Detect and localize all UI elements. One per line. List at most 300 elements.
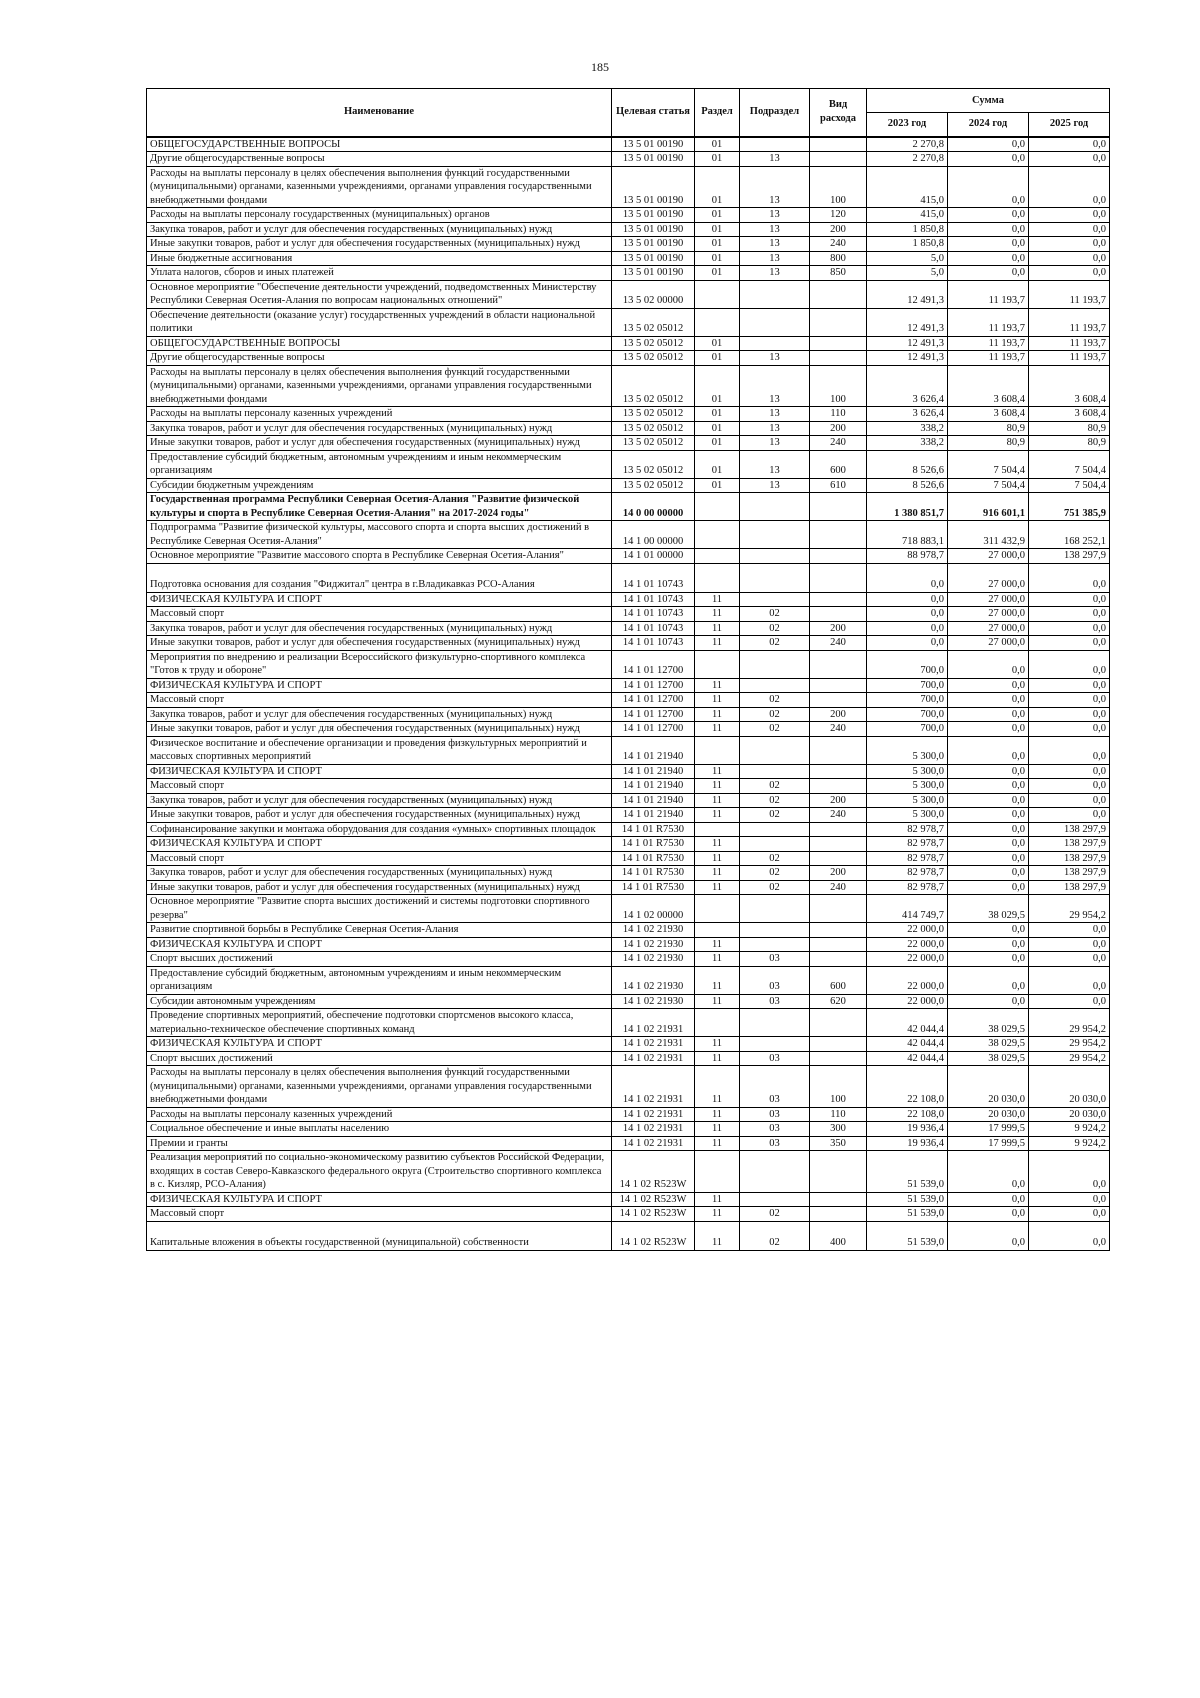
cell-exp-type: 110 <box>810 407 867 422</box>
cell-2024: 0,0 <box>948 266 1029 281</box>
cell-2024: 916 601,1 <box>948 493 1029 521</box>
cell-subsection <box>740 650 810 678</box>
cell-2023: 5,0 <box>867 251 948 266</box>
cell-subsection <box>740 280 810 308</box>
cell-2025: 20 030,0 <box>1029 1066 1110 1108</box>
cell-exp-type: 350 <box>810 1136 867 1151</box>
cell-2023: 12 491,3 <box>867 351 948 366</box>
cell-target: 14 1 01 R7530 <box>612 822 695 837</box>
cell-2024: 11 193,7 <box>948 336 1029 351</box>
cell-exp-type <box>810 549 867 564</box>
cell-2023: 51 539,0 <box>867 1192 948 1207</box>
cell-name: Капитальные вложения в объекты государственной (муниципальной) собственности <box>147 1221 612 1250</box>
cell-exp-type: 240 <box>810 880 867 895</box>
cell-subsection: 02 <box>740 808 810 823</box>
table-row <box>147 764 1110 779</box>
cell-name: Иные закупки товаров, работ и услуг для обеспечения государственных (муниципальных) нужд <box>147 237 612 252</box>
cell-2023: 22 000,0 <box>867 937 948 952</box>
table-row <box>147 493 1110 521</box>
cell-2024: 0,0 <box>948 764 1029 779</box>
cell-target: 14 1 02 R523W <box>612 1221 695 1250</box>
cell-target: 13 5 02 05012 <box>612 351 695 366</box>
cell-2025: 0,0 <box>1029 994 1110 1009</box>
cell-2024: 0,0 <box>948 722 1029 737</box>
cell-subsection: 13 <box>740 407 810 422</box>
cell-exp-type: 120 <box>810 208 867 223</box>
cell-target: 14 1 00 00000 <box>612 521 695 549</box>
cell-2023: 2 270,8 <box>867 152 948 167</box>
cell-target: 14 1 02 21930 <box>612 937 695 952</box>
cell-section: 11 <box>695 851 740 866</box>
cell-exp-type <box>810 592 867 607</box>
cell-subsection: 02 <box>740 851 810 866</box>
cell-subsection: 02 <box>740 793 810 808</box>
header-2024: 2024 год <box>948 113 1029 137</box>
cell-2023: 22 108,0 <box>867 1107 948 1122</box>
cell-2023: 42 044,4 <box>867 1037 948 1052</box>
cell-2023: 22 108,0 <box>867 1066 948 1108</box>
table-body <box>147 137 1110 1251</box>
cell-subsection: 03 <box>740 1107 810 1122</box>
table-row <box>147 1136 1110 1151</box>
cell-section: 01 <box>695 237 740 252</box>
cell-exp-type: 200 <box>810 421 867 436</box>
cell-2024: 0,0 <box>948 793 1029 808</box>
cell-2024: 38 029,5 <box>948 1051 1029 1066</box>
cell-2023: 0,0 <box>867 636 948 651</box>
cell-name: ФИЗИЧЕСКАЯ КУЛЬТУРА И СПОРТ <box>147 678 612 693</box>
cell-section: 11 <box>695 1037 740 1052</box>
cell-target: 13 5 02 05012 <box>612 336 695 351</box>
cell-subsection <box>740 736 810 764</box>
cell-name: Реализация мероприятий по социально-экономическому развитию субъектов Российской Федерации, входящих в состав Северо-Кавказского федерального округа (Строительство спортивного комплекса в с. Кизляр, РСО-Алания) <box>147 1151 612 1193</box>
cell-2024: 0,0 <box>948 208 1029 223</box>
cell-section <box>695 923 740 938</box>
cell-exp-type <box>810 779 867 794</box>
cell-name: Спорт высших достижений <box>147 1051 612 1066</box>
cell-name: Закупка товаров, работ и услуг для обеспечения государственных (муниципальных) нужд <box>147 222 612 237</box>
cell-2023: 22 000,0 <box>867 994 948 1009</box>
cell-target: 14 1 01 00000 <box>612 549 695 564</box>
cell-2023: 42 044,4 <box>867 1051 948 1066</box>
cell-2025: 0,0 <box>1029 266 1110 281</box>
cell-subsection <box>740 937 810 952</box>
cell-2025: 7 504,4 <box>1029 450 1110 478</box>
cell-2024: 38 029,5 <box>948 1009 1029 1037</box>
cell-subsection: 13 <box>740 365 810 407</box>
cell-subsection: 13 <box>740 208 810 223</box>
cell-2025: 0,0 <box>1029 937 1110 952</box>
cell-name: Массовый спорт <box>147 607 612 622</box>
cell-2024: 0,0 <box>948 837 1029 852</box>
cell-2025: 11 193,7 <box>1029 308 1110 336</box>
cell-name: Массовый спорт <box>147 1207 612 1222</box>
cell-2024: 0,0 <box>948 137 1029 152</box>
cell-name: Расходы на выплаты персоналу в целях обеспечения выполнения функций государственными (муниципальными) органами, казенными учреждениями, органами управления государственными внебюджетными фондами <box>147 365 612 407</box>
cell-2025: 0,0 <box>1029 952 1110 967</box>
cell-section <box>695 493 740 521</box>
cell-exp-type <box>810 351 867 366</box>
cell-section: 11 <box>695 693 740 708</box>
cell-exp-type <box>810 521 867 549</box>
cell-target: 13 5 02 05012 <box>612 436 695 451</box>
cell-2024: 0,0 <box>948 779 1029 794</box>
cell-subsection <box>740 336 810 351</box>
cell-exp-type <box>810 1207 867 1222</box>
cell-section: 11 <box>695 808 740 823</box>
cell-exp-type: 240 <box>810 436 867 451</box>
cell-target: 13 5 02 05012 <box>612 365 695 407</box>
cell-2024: 38 029,5 <box>948 1037 1029 1052</box>
cell-name: ФИЗИЧЕСКАЯ КУЛЬТУРА И СПОРТ <box>147 1037 612 1052</box>
cell-target: 14 1 02 R523W <box>612 1151 695 1193</box>
cell-name: ФИЗИЧЕСКАЯ КУЛЬТУРА И СПОРТ <box>147 937 612 952</box>
cell-name: Иные закупки товаров, работ и услуг для обеспечения государственных (муниципальных) нужд <box>147 636 612 651</box>
cell-section: 11 <box>695 866 740 881</box>
cell-target: 14 1 02 21931 <box>612 1037 695 1052</box>
cell-2024: 0,0 <box>948 822 1029 837</box>
cell-subsection: 02 <box>740 693 810 708</box>
cell-2024: 0,0 <box>948 166 1029 208</box>
header-subsection: Подраздел <box>740 89 810 137</box>
cell-exp-type: 600 <box>810 966 867 994</box>
cell-subsection <box>740 137 810 152</box>
cell-exp-type: 800 <box>810 251 867 266</box>
cell-2024: 0,0 <box>948 1207 1029 1222</box>
cell-2024: 0,0 <box>948 1151 1029 1193</box>
cell-2024: 0,0 <box>948 707 1029 722</box>
cell-2024: 80,9 <box>948 421 1029 436</box>
header-2025: 2025 год <box>1029 113 1110 137</box>
cell-2025: 3 608,4 <box>1029 407 1110 422</box>
cell-target: 14 1 02 21931 <box>612 1009 695 1037</box>
table-row <box>147 994 1110 1009</box>
cell-exp-type: 200 <box>810 793 867 808</box>
cell-target: 14 1 02 21930 <box>612 966 695 994</box>
table-row <box>147 952 1110 967</box>
cell-name: Массовый спорт <box>147 851 612 866</box>
cell-name: Физическое воспитание и обеспечение организации и проведения физкультурных мероприятий и массовых спортивных мероприятий <box>147 736 612 764</box>
cell-2025: 11 193,7 <box>1029 280 1110 308</box>
cell-subsection: 13 <box>740 266 810 281</box>
cell-subsection <box>740 678 810 693</box>
cell-subsection: 03 <box>740 1122 810 1137</box>
header-sum: Сумма <box>867 89 1110 113</box>
cell-section: 11 <box>695 678 740 693</box>
cell-target: 14 1 02 21930 <box>612 994 695 1009</box>
cell-name: Социальное обеспечение и иные выплаты населению <box>147 1122 612 1137</box>
cell-2023: 8 526,6 <box>867 478 948 493</box>
cell-2023: 5 300,0 <box>867 808 948 823</box>
cell-2024: 27 000,0 <box>948 549 1029 564</box>
cell-2024: 11 193,7 <box>948 280 1029 308</box>
budget-table <box>146 88 1110 1251</box>
cell-2023: 5 300,0 <box>867 736 948 764</box>
cell-section: 01 <box>695 222 740 237</box>
cell-subsection: 02 <box>740 636 810 651</box>
table-row <box>147 266 1110 281</box>
cell-subsection <box>740 549 810 564</box>
cell-2025: 29 954,2 <box>1029 1009 1110 1037</box>
cell-2024: 0,0 <box>948 866 1029 881</box>
cell-section <box>695 736 740 764</box>
cell-name: ФИЗИЧЕСКАЯ КУЛЬТУРА И СПОРТ <box>147 837 612 852</box>
cell-2025: 0,0 <box>1029 636 1110 651</box>
table-row <box>147 1221 1110 1250</box>
cell-2023: 700,0 <box>867 678 948 693</box>
cell-target: 13 5 01 00190 <box>612 166 695 208</box>
cell-2023: 51 539,0 <box>867 1151 948 1193</box>
table-row <box>147 563 1110 592</box>
cell-2024: 38 029,5 <box>948 895 1029 923</box>
cell-exp-type <box>810 837 867 852</box>
cell-name: Другие общегосударственные вопросы <box>147 152 612 167</box>
header-section: Раздел <box>695 89 740 137</box>
cell-section: 11 <box>695 607 740 622</box>
cell-name: Закупка товаров, работ и услуг для обеспечения государственных (муниципальных) нужд <box>147 621 612 636</box>
cell-exp-type <box>810 1192 867 1207</box>
cell-subsection: 02 <box>740 1221 810 1250</box>
table-row <box>147 152 1110 167</box>
cell-2024: 0,0 <box>948 923 1029 938</box>
cell-subsection: 02 <box>740 866 810 881</box>
cell-2025: 138 297,9 <box>1029 851 1110 866</box>
cell-2025: 0,0 <box>1029 693 1110 708</box>
cell-2025: 0,0 <box>1029 137 1110 152</box>
cell-section: 11 <box>695 937 740 952</box>
cell-target: 14 1 01 10743 <box>612 563 695 592</box>
cell-target: 14 1 01 10743 <box>612 592 695 607</box>
cell-exp-type: 100 <box>810 1066 867 1108</box>
table-row <box>147 208 1110 223</box>
cell-subsection <box>740 923 810 938</box>
cell-2025: 0,0 <box>1029 1192 1110 1207</box>
cell-name: ОБЩЕГОСУДАРСТВЕННЫЕ ВОПРОСЫ <box>147 336 612 351</box>
cell-2025: 0,0 <box>1029 237 1110 252</box>
cell-target: 13 5 02 05012 <box>612 421 695 436</box>
cell-2024: 0,0 <box>948 937 1029 952</box>
cell-section: 11 <box>695 837 740 852</box>
cell-name: Развитие спортивной борьбы в Республике Северная Осетия-Алания <box>147 923 612 938</box>
cell-2023: 82 978,7 <box>867 851 948 866</box>
cell-2024: 3 608,4 <box>948 407 1029 422</box>
cell-subsection: 02 <box>740 880 810 895</box>
cell-name: Уплата налогов, сборов и иных платежей <box>147 266 612 281</box>
cell-2024: 17 999,5 <box>948 1136 1029 1151</box>
cell-name: Предоставление субсидий бюджетным, автономным учреждениям и иным некоммерческим организациям <box>147 966 612 994</box>
cell-2025: 20 030,0 <box>1029 1107 1110 1122</box>
cell-name: Массовый спорт <box>147 693 612 708</box>
table-row <box>147 521 1110 549</box>
cell-name: Расходы на выплаты персоналу казенных учреждений <box>147 1107 612 1122</box>
cell-subsection: 02 <box>740 1207 810 1222</box>
cell-2024: 11 193,7 <box>948 351 1029 366</box>
cell-subsection: 03 <box>740 966 810 994</box>
cell-section: 01 <box>695 365 740 407</box>
cell-name: Субсидии автономным учреждениям <box>147 994 612 1009</box>
cell-target: 13 5 01 00190 <box>612 237 695 252</box>
cell-2024: 0,0 <box>948 1192 1029 1207</box>
cell-section: 11 <box>695 1107 740 1122</box>
cell-exp-type <box>810 493 867 521</box>
cell-2025: 0,0 <box>1029 166 1110 208</box>
cell-2024: 0,0 <box>948 693 1029 708</box>
cell-target: 14 1 01 21940 <box>612 764 695 779</box>
cell-name: Массовый спорт <box>147 779 612 794</box>
cell-2024: 11 193,7 <box>948 308 1029 336</box>
cell-2025: 0,0 <box>1029 779 1110 794</box>
cell-subsection: 13 <box>740 351 810 366</box>
table-row <box>147 937 1110 952</box>
cell-2024: 17 999,5 <box>948 1122 1029 1137</box>
cell-2025: 0,0 <box>1029 251 1110 266</box>
cell-exp-type: 240 <box>810 722 867 737</box>
cell-subsection: 02 <box>740 722 810 737</box>
table-row <box>147 1009 1110 1037</box>
table-row <box>147 450 1110 478</box>
cell-section: 11 <box>695 1051 740 1066</box>
cell-2023: 1 850,8 <box>867 237 948 252</box>
table-row <box>147 549 1110 564</box>
cell-name: Иные закупки товаров, работ и услуг для обеспечения государственных (муниципальных) нужд <box>147 808 612 823</box>
cell-name: Расходы на выплаты персоналу в целях обеспечения выполнения функций государственными (муниципальными) органами, казенными учреждениями, органами управления государственными внебюджетными фондами <box>147 166 612 208</box>
cell-subsection: 13 <box>740 222 810 237</box>
table-row <box>147 923 1110 938</box>
cell-target: 14 1 02 21931 <box>612 1107 695 1122</box>
cell-subsection: 03 <box>740 994 810 1009</box>
cell-section <box>695 822 740 837</box>
table-row <box>147 280 1110 308</box>
header-target: Целевая статья <box>612 89 695 137</box>
cell-name: Расходы на выплаты персоналу государственных (муниципальных) органов <box>147 208 612 223</box>
table-row <box>147 966 1110 994</box>
cell-2023: 51 539,0 <box>867 1221 948 1250</box>
cell-2023: 415,0 <box>867 208 948 223</box>
cell-section <box>695 308 740 336</box>
cell-name: ФИЗИЧЕСКАЯ КУЛЬТУРА И СПОРТ <box>147 1192 612 1207</box>
cell-name: Основное мероприятие "Обеспечение деятельности учреждений, подведомственных Министерству Республики Северная Осетия-Алания по вопросам национальных отношений" <box>147 280 612 308</box>
cell-subsection <box>740 1192 810 1207</box>
table-row <box>147 851 1110 866</box>
cell-2025: 3 608,4 <box>1029 365 1110 407</box>
cell-name: Субсидии бюджетным учреждениям <box>147 478 612 493</box>
cell-target: 14 1 01 10743 <box>612 621 695 636</box>
cell-name: Иные закупки товаров, работ и услуг для обеспечения государственных (муниципальных) нужд <box>147 722 612 737</box>
table-row <box>147 866 1110 881</box>
cell-subsection: 13 <box>740 237 810 252</box>
cell-2025: 0,0 <box>1029 966 1110 994</box>
cell-2023: 5 300,0 <box>867 764 948 779</box>
cell-2023: 1 850,8 <box>867 222 948 237</box>
cell-target: 14 1 02 21931 <box>612 1136 695 1151</box>
cell-2023: 700,0 <box>867 722 948 737</box>
cell-2023: 2 270,8 <box>867 137 948 152</box>
cell-2023: 5,0 <box>867 266 948 281</box>
cell-target: 14 1 01 21940 <box>612 808 695 823</box>
cell-target: 14 1 01 12700 <box>612 722 695 737</box>
cell-2023: 22 000,0 <box>867 966 948 994</box>
table-row <box>147 421 1110 436</box>
cell-2023: 82 978,7 <box>867 866 948 881</box>
cell-2025: 168 252,1 <box>1029 521 1110 549</box>
cell-exp-type: 300 <box>810 1122 867 1137</box>
cell-2023: 3 626,4 <box>867 407 948 422</box>
cell-2024: 27 000,0 <box>948 592 1029 607</box>
cell-exp-type: 110 <box>810 1107 867 1122</box>
cell-exp-type: 100 <box>810 365 867 407</box>
cell-section: 01 <box>695 336 740 351</box>
cell-exp-type: 200 <box>810 621 867 636</box>
cell-subsection <box>740 837 810 852</box>
cell-2023: 12 491,3 <box>867 336 948 351</box>
cell-exp-type: 620 <box>810 994 867 1009</box>
cell-section: 11 <box>695 1136 740 1151</box>
cell-2023: 22 000,0 <box>867 952 948 967</box>
cell-target: 14 1 02 21930 <box>612 923 695 938</box>
cell-exp-type <box>810 308 867 336</box>
cell-target: 13 5 01 00190 <box>612 222 695 237</box>
cell-subsection: 02 <box>740 779 810 794</box>
cell-subsection <box>740 822 810 837</box>
cell-2024: 3 608,4 <box>948 365 1029 407</box>
table-row <box>147 895 1110 923</box>
cell-subsection <box>740 563 810 592</box>
cell-2023: 718 883,1 <box>867 521 948 549</box>
cell-name: Основное мероприятие "Развитие массового спорта в Республике Северная Осетия-Алания" <box>147 549 612 564</box>
cell-exp-type <box>810 952 867 967</box>
table-row <box>147 222 1110 237</box>
cell-section: 01 <box>695 251 740 266</box>
cell-exp-type <box>810 1009 867 1037</box>
cell-section: 11 <box>695 722 740 737</box>
table-row <box>147 1151 1110 1193</box>
cell-target: 14 1 01 10743 <box>612 607 695 622</box>
cell-exp-type <box>810 693 867 708</box>
cell-2024: 0,0 <box>948 678 1029 693</box>
cell-target: 13 5 01 00190 <box>612 208 695 223</box>
table-row <box>147 237 1110 252</box>
cell-subsection: 13 <box>740 152 810 167</box>
cell-2024: 0,0 <box>948 851 1029 866</box>
cell-target: 14 1 02 21930 <box>612 952 695 967</box>
cell-subsection <box>740 895 810 923</box>
cell-2024: 0,0 <box>948 880 1029 895</box>
cell-2024: 27 000,0 <box>948 636 1029 651</box>
cell-exp-type <box>810 563 867 592</box>
cell-2025: 0,0 <box>1029 152 1110 167</box>
cell-name: Премии и гранты <box>147 1136 612 1151</box>
cell-section <box>695 563 740 592</box>
cell-2024: 20 030,0 <box>948 1066 1029 1108</box>
cell-target: 14 1 01 12700 <box>612 650 695 678</box>
cell-target: 13 5 02 05012 <box>612 308 695 336</box>
cell-exp-type <box>810 137 867 152</box>
cell-section <box>695 280 740 308</box>
cell-target: 14 1 02 R523W <box>612 1207 695 1222</box>
cell-subsection <box>740 521 810 549</box>
cell-2023: 51 539,0 <box>867 1207 948 1222</box>
cell-2025: 0,0 <box>1029 607 1110 622</box>
cell-subsection: 03 <box>740 1051 810 1066</box>
cell-target: 14 1 02 21931 <box>612 1051 695 1066</box>
cell-section: 01 <box>695 266 740 281</box>
cell-2025: 80,9 <box>1029 436 1110 451</box>
header-exp-type: Вид расхода <box>810 89 867 137</box>
cell-section <box>695 1151 740 1193</box>
cell-name: Спорт высших достижений <box>147 952 612 967</box>
cell-2023: 42 044,4 <box>867 1009 948 1037</box>
table-row <box>147 592 1110 607</box>
